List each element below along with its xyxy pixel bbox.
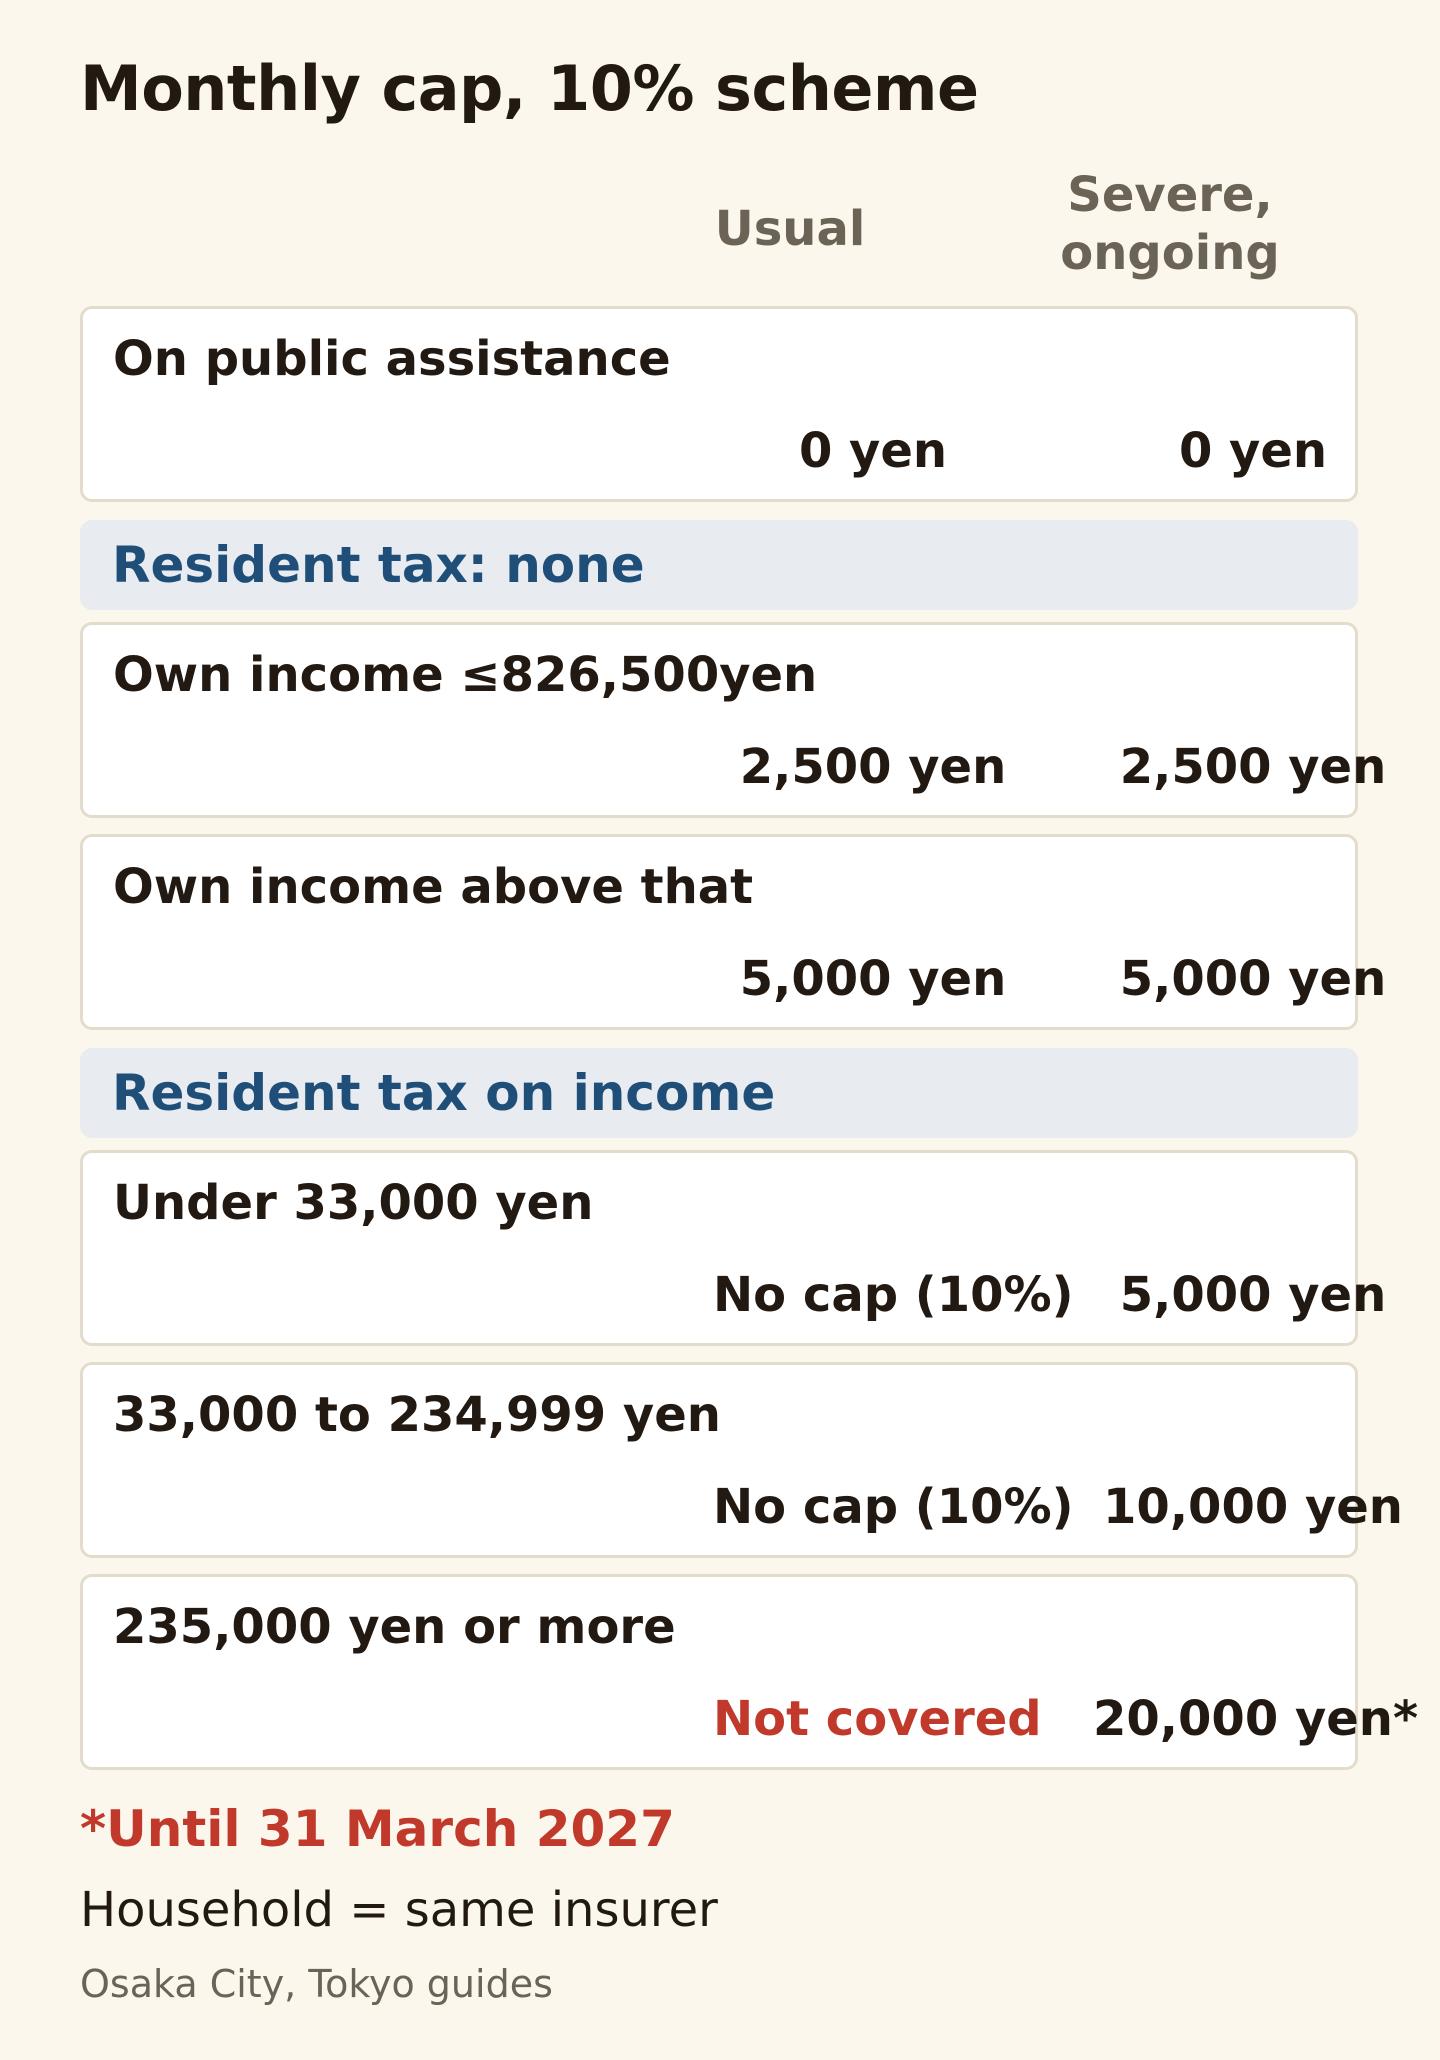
column-header-severe-line1: Severe,: [1067, 167, 1273, 223]
column-header-usual-label: Usual: [714, 201, 866, 257]
severe-cap-value: 20,000 yen*: [1093, 1691, 1419, 1747]
usual-cap-value: 0 yen: [798, 423, 948, 479]
row-label: Own income above that: [113, 859, 754, 915]
row-label: 235,000 yen or more: [113, 1599, 676, 1655]
table-row: [80, 1150, 1387, 1346]
footnote: *Until 31 March 2027: [80, 1800, 675, 1858]
household-note: Household = same insurer: [80, 1882, 718, 1938]
column-header-usual: [640, 200, 940, 258]
table-row: [80, 1574, 1419, 1770]
severe-cap-value: 2,500 yen: [1119, 739, 1387, 795]
section-header-label: Resident tax: none: [112, 536, 645, 594]
severe-cap-value: 5,000 yen: [1119, 951, 1387, 1007]
row-label: On public assistance: [113, 331, 671, 387]
column-header-severe: [1020, 166, 1320, 282]
severe-cap-value: 10,000 yen: [1103, 1479, 1403, 1535]
source-credit: Osaka City, Tokyo guides: [80, 1962, 553, 2006]
usual-cap-value: No cap (10%): [713, 1267, 1074, 1323]
row-label: 33,000 to 234,999 yen: [113, 1387, 721, 1443]
row-label: Under 33,000 yen: [113, 1175, 594, 1231]
table-row: [80, 306, 1358, 502]
section-header: [80, 520, 1358, 610]
severe-cap-value: 0 yen: [1178, 423, 1328, 479]
table-row: [80, 834, 1387, 1030]
section-header: [80, 1048, 1358, 1138]
usual-cap-value: 5,000 yen: [739, 951, 1007, 1007]
usual-cap-value: No cap (10%): [713, 1479, 1074, 1535]
column-header-severe-line2: ongoing: [1060, 225, 1280, 281]
page-title: Monthly cap, 10% scheme: [80, 52, 979, 125]
usual-cap-value: 2,500 yen: [739, 739, 1007, 795]
table-row: [80, 622, 1387, 818]
section-header-label: Resident tax on income: [112, 1064, 776, 1122]
severe-cap-value: 5,000 yen: [1119, 1267, 1387, 1323]
row-label: Own income ≤826,500yen: [113, 647, 818, 703]
usual-cap-value-not-covered: Not covered: [713, 1691, 1042, 1747]
table-row: [80, 1362, 1403, 1558]
